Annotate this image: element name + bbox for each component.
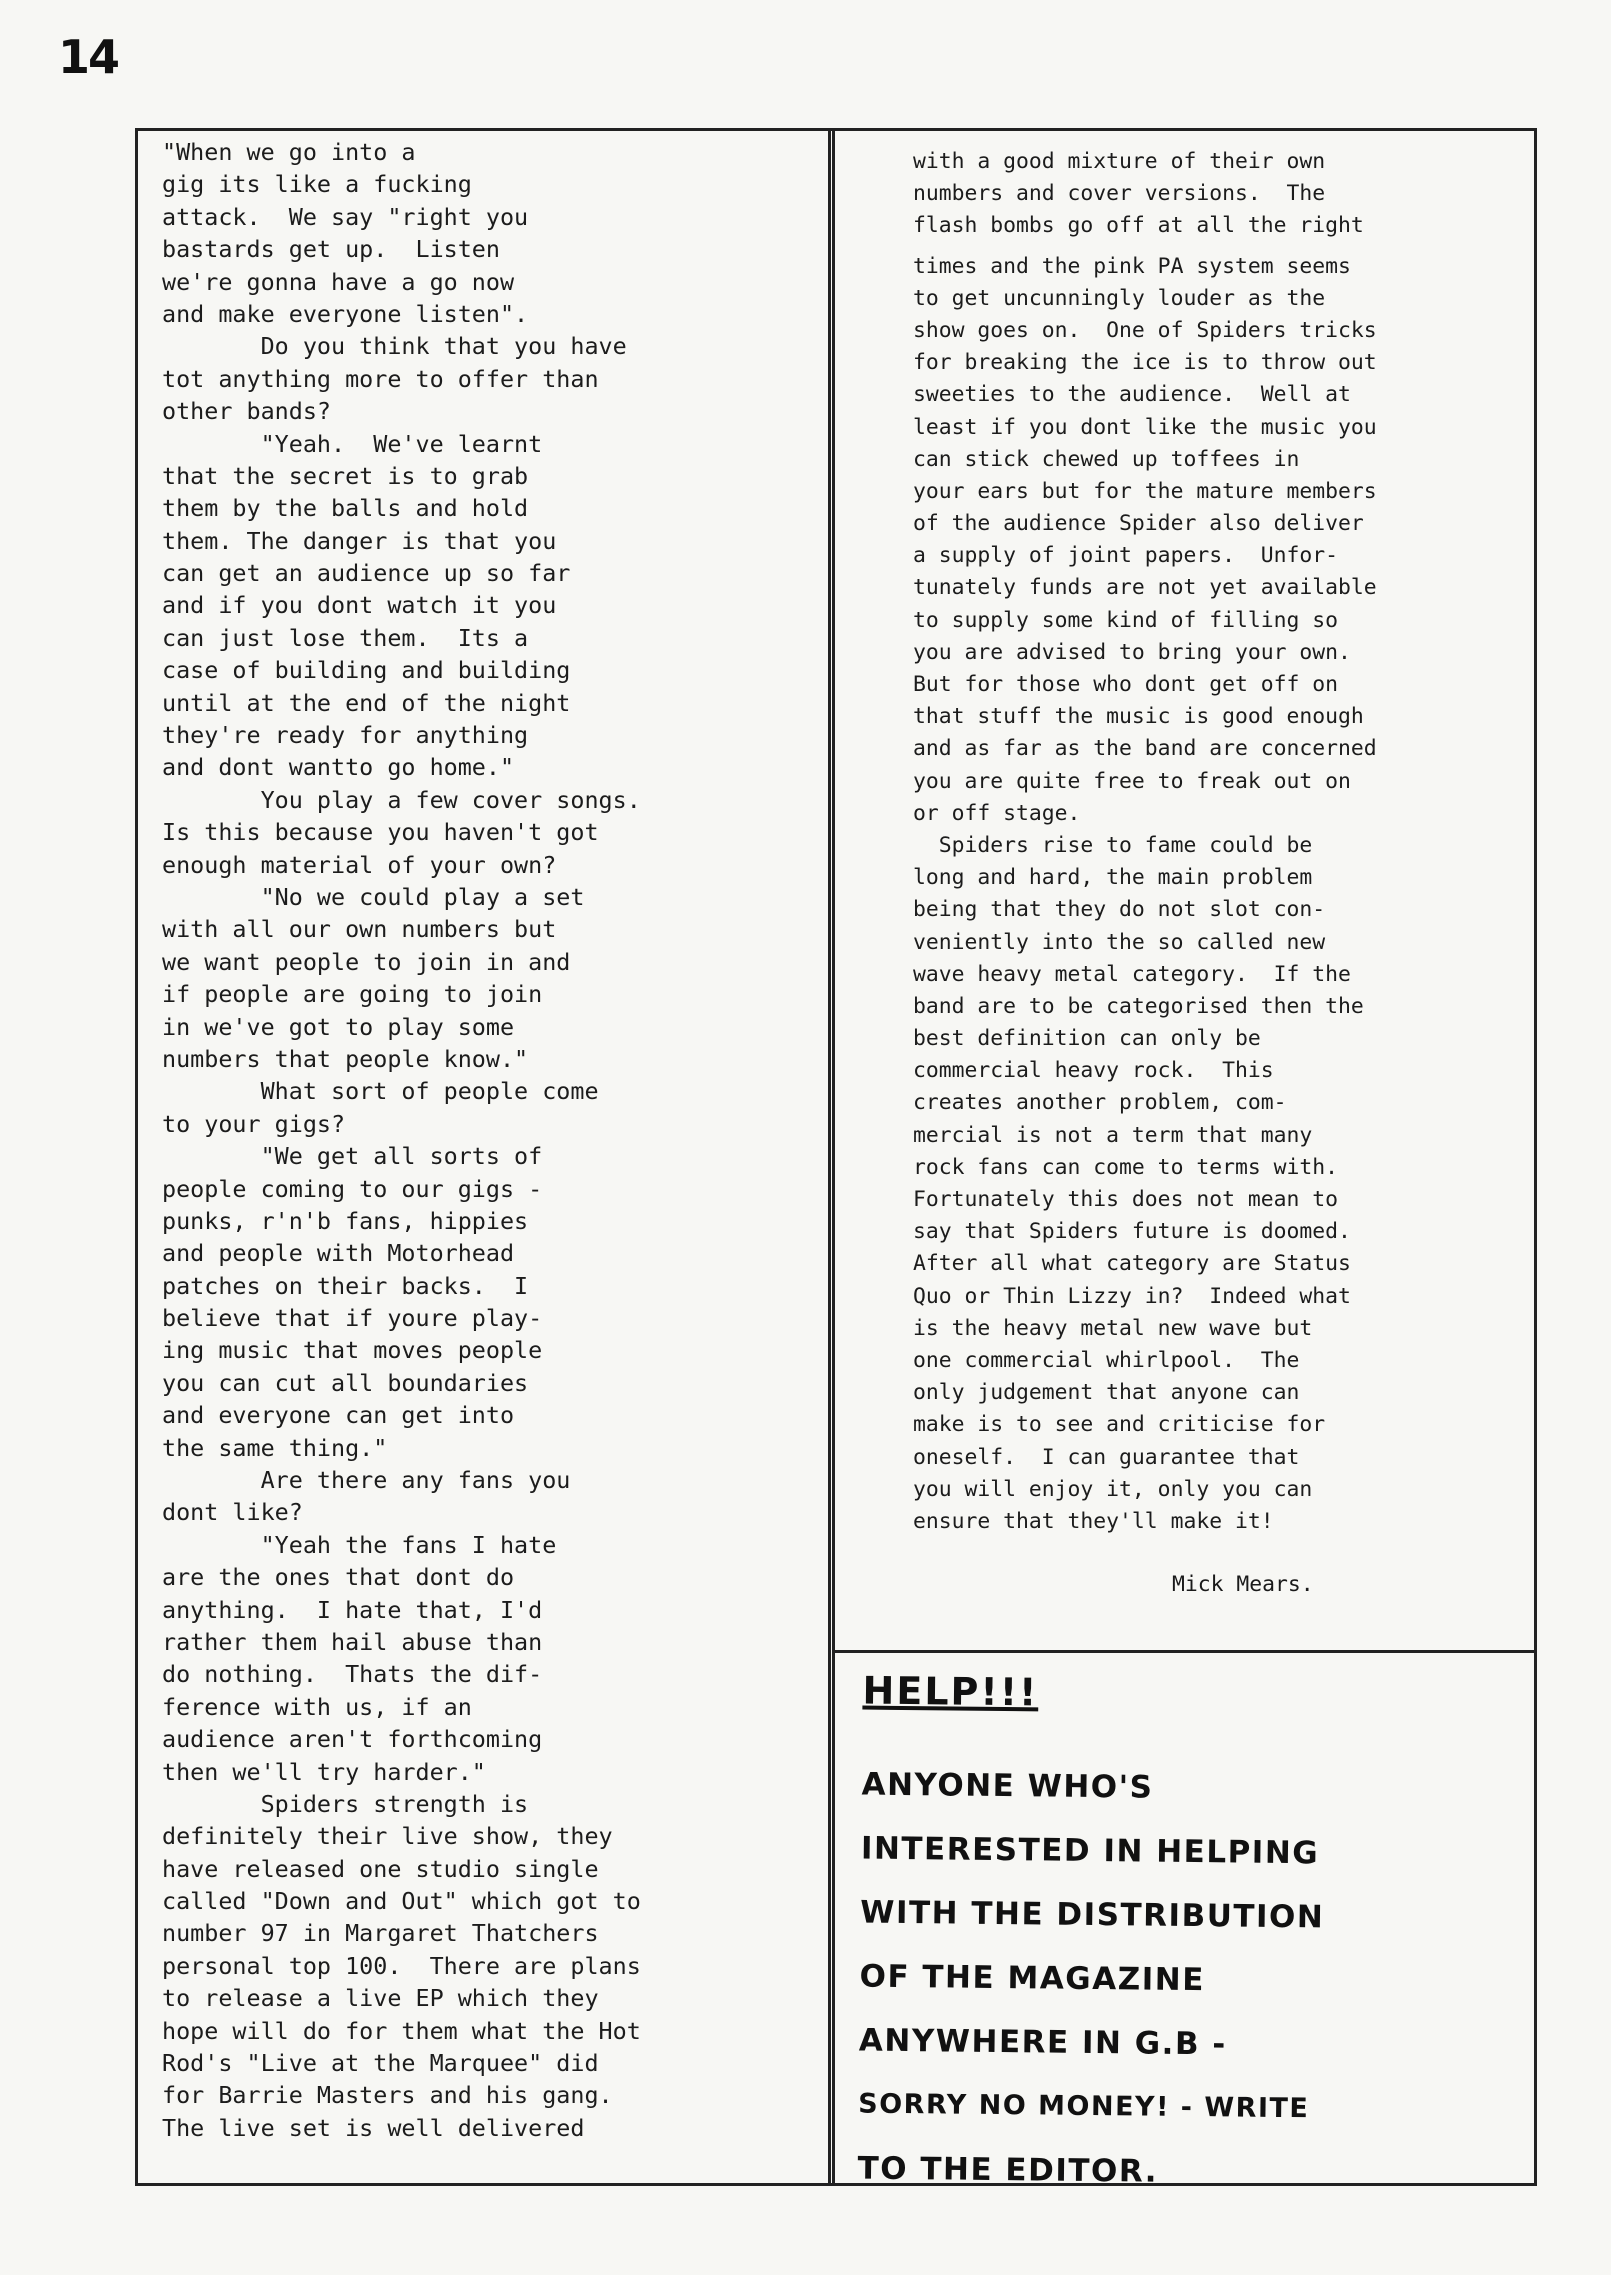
left-column bbox=[162, 136, 641, 2144]
text-line: other bands? bbox=[162, 397, 331, 426]
text-line: Do you think that you have bbox=[162, 332, 627, 361]
text-line: to your gigs? bbox=[162, 1109, 346, 1138]
help-line: WITH THE DISTRIBUTION bbox=[860, 1894, 1325, 1936]
text-line: you can cut all boundaries bbox=[162, 1368, 529, 1397]
text-line: say that Spiders future is doomed. bbox=[913, 1219, 1351, 1245]
text-line: tunately funds are not yet available bbox=[913, 575, 1377, 601]
text-line: with a good mixture of their own bbox=[913, 149, 1326, 174]
text-line: for Barrie Masters and his gang. bbox=[162, 2081, 613, 2110]
text-line: can just lose them. Its a bbox=[162, 623, 529, 652]
text-line: Spiders strength is bbox=[162, 1789, 529, 1818]
column-divider bbox=[828, 128, 835, 2186]
text-line: bastards get up. Listen bbox=[162, 235, 500, 264]
help-line: SORRY NO MONEY! - WRITE bbox=[858, 2088, 1310, 2125]
text-line: "No we could play a set bbox=[162, 882, 585, 911]
text-line: are the ones that dont do bbox=[162, 1563, 515, 1592]
text-line: least if you dont like the music you bbox=[913, 414, 1377, 440]
paragraph-gap bbox=[913, 243, 1377, 251]
text-line: "Yeah. We've learnt bbox=[162, 429, 543, 458]
text-line: tot anything more to offer than bbox=[162, 364, 599, 393]
help-lines bbox=[857, 1753, 1522, 2208]
help-line: ANYONE WHO'S bbox=[861, 1766, 1154, 1806]
text-line: You play a few cover songs. bbox=[162, 785, 641, 814]
text-line: What sort of people come bbox=[162, 1077, 599, 1106]
page-number: 14 bbox=[58, 30, 119, 84]
text-line: called "Down and Out" which got to bbox=[162, 1887, 641, 1916]
text-line: and if you dont watch it you bbox=[162, 591, 557, 620]
text-line: and dont wantto go home." bbox=[162, 753, 515, 782]
text-line: the same thing." bbox=[162, 1433, 388, 1462]
text-line: "We get all sorts of bbox=[162, 1142, 543, 1171]
text-line: and as far as the band are concerned bbox=[913, 736, 1377, 762]
text-line: punks, r'n'b fans, hippies bbox=[162, 1206, 529, 1235]
text-line: you are advised to bring your own. bbox=[913, 639, 1351, 665]
text-line: The live set is well delivered bbox=[162, 2113, 585, 2142]
text-line: Fortunately this does not mean to bbox=[913, 1187, 1338, 1212]
text-line: creates another problem, com- bbox=[913, 1090, 1287, 1116]
text-line: is the heavy metal new wave but bbox=[913, 1315, 1313, 1341]
help-heading: HELP!!! bbox=[862, 1668, 1039, 1715]
text-line: mercial is not a term that many bbox=[913, 1122, 1313, 1148]
text-line: band are to be categorised then the bbox=[913, 993, 1364, 1019]
text-line: number 97 in Margaret Thatchers bbox=[162, 1919, 599, 1948]
text-line: for breaking the ice is to throw out bbox=[913, 350, 1377, 376]
text-line: that stuff the music is good enough bbox=[913, 704, 1364, 730]
text-line: until at the end of the night bbox=[162, 688, 571, 717]
text-line: Is this because you haven't got bbox=[162, 818, 599, 847]
text-line: being that they do not slot con- bbox=[913, 897, 1326, 923]
text-line: to release a live EP which they bbox=[162, 1984, 599, 2013]
text-line: ference with us, if an bbox=[162, 1692, 472, 1721]
text-line: case of building and building bbox=[162, 656, 571, 685]
text-line: ensure that they'll make it! bbox=[913, 1508, 1274, 1534]
text-line: can get an audience up so far bbox=[162, 559, 571, 588]
text-line: numbers and cover versions. The bbox=[913, 181, 1326, 207]
text-line: attack. We say "right you bbox=[162, 202, 529, 231]
text-line: then we'll try harder." bbox=[162, 1757, 486, 1786]
text-line: and everyone can get into bbox=[162, 1401, 515, 1430]
text-line: rather them hail abuse than bbox=[162, 1627, 543, 1656]
text-line: a supply of joint papers. Unfor- bbox=[913, 543, 1338, 569]
text-line: dont like? bbox=[162, 1498, 303, 1527]
help-box-divider bbox=[833, 1650, 1537, 1653]
text-line: they're ready for anything bbox=[162, 721, 529, 750]
text-line: enough material of your own? bbox=[162, 850, 557, 879]
text-line: to get uncunningly louder as the bbox=[913, 285, 1326, 311]
text-line: you are quite free to freak out on bbox=[913, 768, 1351, 794]
text-line: "When we go into a bbox=[162, 138, 416, 166]
text-line: Rod's "Live at the Marquee" did bbox=[162, 2049, 599, 2078]
text-line: Are there any fans you bbox=[162, 1466, 571, 1495]
text-line: them by the balls and hold bbox=[162, 494, 529, 523]
text-line: with all our own numbers but bbox=[162, 915, 557, 944]
text-line: audience aren't forthcoming bbox=[162, 1725, 543, 1754]
text-line: or off stage. bbox=[913, 800, 1081, 826]
text-line: you will enjoy it, only you can bbox=[913, 1476, 1313, 1502]
text-line: if people are going to join bbox=[162, 980, 543, 1009]
text-line: can stick chewed up toffees in bbox=[913, 446, 1300, 472]
text-line: of the audience Spider also deliver bbox=[913, 511, 1364, 537]
right-column bbox=[913, 146, 1377, 1538]
text-line: wave heavy metal category. If the bbox=[913, 961, 1351, 987]
text-line: times and the pink PA system seems bbox=[913, 253, 1351, 279]
text-line: After all what category are Status bbox=[913, 1251, 1351, 1277]
text-line: patches on their backs. I bbox=[162, 1271, 529, 1300]
text-line: personal top 100. There are plans bbox=[162, 1951, 641, 1980]
author-signature: Mick Mears. bbox=[1172, 1572, 1314, 1597]
text-line: people coming to our gigs - bbox=[162, 1174, 543, 1203]
text-line: hope will do for them what the Hot bbox=[162, 2016, 641, 2045]
text-line: that the secret is to grab bbox=[162, 461, 529, 490]
text-line: show goes on. One of Spiders tricks bbox=[913, 317, 1377, 343]
text-line: definitely their live show, they bbox=[162, 1822, 613, 1851]
text-line: best definition can only be bbox=[913, 1026, 1261, 1052]
text-line: we're gonna have a go now bbox=[162, 267, 515, 296]
help-line: TO THE EDITOR. bbox=[857, 2150, 1159, 2190]
text-line: your ears but for the mature members bbox=[913, 478, 1377, 504]
text-line: rock fans can come to terms with. bbox=[913, 1154, 1338, 1180]
text-line: gig its like a fucking bbox=[162, 170, 472, 199]
text-line: "Yeah the fans I hate bbox=[162, 1530, 557, 1559]
help-notice bbox=[857, 1669, 1523, 2208]
text-line: But for those who dont get off on bbox=[913, 672, 1338, 697]
text-line: Spiders rise to fame could be bbox=[913, 832, 1313, 858]
text-line: believe that if youre play- bbox=[162, 1304, 543, 1333]
text-line: make is to see and criticise for bbox=[913, 1412, 1326, 1438]
text-line: anything. I hate that, I'd bbox=[162, 1595, 543, 1624]
text-line: oneself. I can guarantee that bbox=[913, 1444, 1300, 1470]
text-line: long and hard, the main problem bbox=[913, 865, 1313, 891]
help-line: INTERESTED IN HELPING bbox=[860, 1830, 1320, 1872]
help-line: ANYWHERE IN G.B - bbox=[858, 2022, 1227, 2063]
text-line: to supply some kind of filling so bbox=[913, 607, 1338, 633]
text-line: we want people to join in and bbox=[162, 947, 571, 976]
text-line: only judgement that anyone can bbox=[913, 1380, 1300, 1406]
text-line: commercial heavy rock. This bbox=[913, 1058, 1274, 1084]
text-line: them. The danger is that you bbox=[162, 526, 557, 555]
text-line: sweeties to the audience. Well at bbox=[913, 382, 1351, 408]
text-line: have released one studio single bbox=[162, 1854, 599, 1883]
text-line: Quo or Thin Lizzy in? Indeed what bbox=[913, 1283, 1351, 1309]
text-line: numbers that people know." bbox=[162, 1044, 529, 1073]
text-line: and people with Motorhead bbox=[162, 1239, 515, 1268]
text-line: ing music that moves people bbox=[162, 1336, 543, 1365]
text-line: in we've got to play some bbox=[162, 1012, 515, 1041]
text-line: flash bombs go off at all the right bbox=[913, 213, 1364, 239]
text-line: veniently into the so called new bbox=[913, 929, 1326, 955]
help-line: OF THE MAGAZINE bbox=[859, 1958, 1206, 1999]
text-line: and make everyone listen". bbox=[162, 299, 529, 328]
text-line: do nothing. Thats the dif- bbox=[162, 1660, 543, 1689]
text-line: one commercial whirlpool. The bbox=[913, 1347, 1300, 1373]
